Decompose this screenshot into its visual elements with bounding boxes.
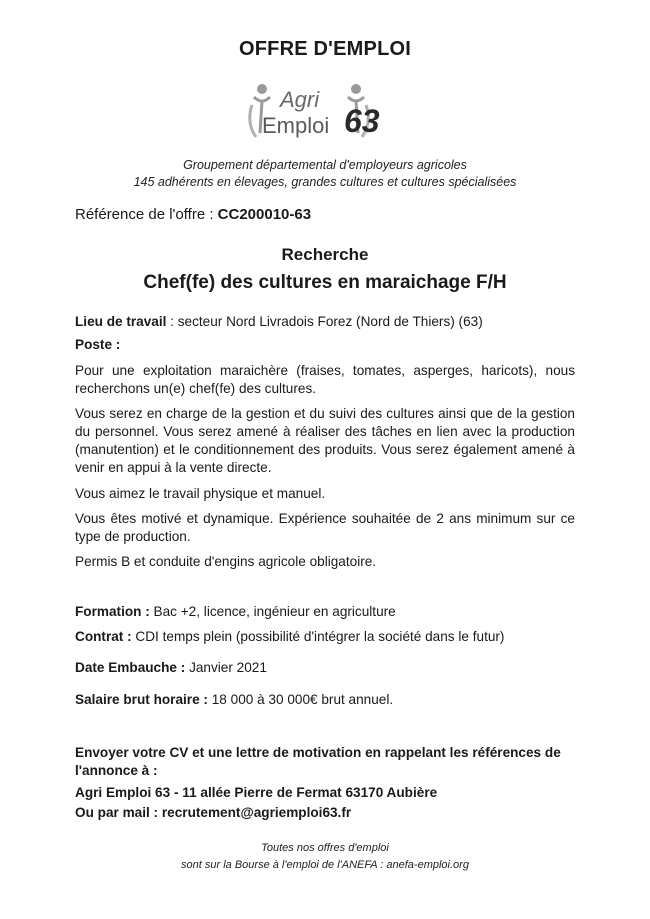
salaire-value: 18 000 à 30 000€ brut annuel. <box>207 692 394 707</box>
salaire-label: Salaire brut horaire : <box>75 692 208 707</box>
agri-emploi-logo <box>240 75 420 150</box>
contact-intro: Envoyer votre CV et une lettre de motivation en rappelant les références de l'annonce à : <box>75 745 561 778</box>
formation-line <box>75 603 575 621</box>
organization-line-1: Groupement départemental d'employeurs agricoles <box>183 158 467 172</box>
formation-value: Bac +2, licence, ingénieur en agriculture <box>149 604 396 619</box>
logo-word-emploi: Emploi <box>262 113 330 138</box>
organization-line-2: 145 adhérents en élevages, grandes cultures et cultures spécialisées <box>133 175 517 189</box>
mail-address-link[interactable]: recrutement@agriemploi63.fr <box>161 805 352 820</box>
poste-text-5: Permis B et conduite d'engins agricole obligatoire. <box>75 554 377 569</box>
logo-number: 63 <box>344 103 380 139</box>
poste-text-3: Vous aimez le travail physique et manuel. <box>75 486 326 501</box>
location-label: Lieu de travail <box>75 314 167 329</box>
footer-line-2: sont sur la Bourse à l'emploi de l'ANEFA : anefa-emploi.org <box>181 859 469 871</box>
poste-paragraph-5 <box>75 553 575 571</box>
reference-label: Référence de l'offre : <box>75 206 218 223</box>
contrat-label: Contrat : <box>75 629 132 644</box>
poste-paragraph-2 <box>75 405 575 477</box>
embauche-label: Date Embauche : <box>75 660 186 675</box>
heading-job-title: Chef(fe) des cultures en maraichage F/H <box>143 272 507 293</box>
embauche-line <box>75 659 575 677</box>
location-line <box>75 313 575 331</box>
poste-text-4: Vous êtes motivé et dynamique. Expérience souhaitée de 2 ans minimum sur ce type de production. <box>75 511 575 544</box>
footer-line-1: Toutes nos offres d'emploi <box>261 842 389 854</box>
contact-mail-line <box>75 804 580 822</box>
poste-paragraph-4 <box>75 510 575 546</box>
contrat-value: CDI temps plein (possibilité d'intégrer la société dans le futur) <box>131 629 505 644</box>
poste-paragraph-3 <box>75 485 575 503</box>
location-value: : secteur Nord Livradois Forez (Nord de Thiers) (63) <box>166 314 483 329</box>
poste-paragraph-1 <box>75 362 575 398</box>
poste-label <box>75 336 575 354</box>
salaire-line <box>75 691 575 709</box>
poste-text-1: Pour une exploitation maraichère (fraises, tomates, asperges, haricots), nous recherchons un(e) chef(fe) des cultures. <box>75 363 575 396</box>
embauche-value: Janvier 2021 <box>185 660 267 675</box>
poste-text-2: Vous serez en charge de la gestion et du suivi des cultures ainsi que de la gestion du personnel. Vous serez amené à réaliser des tâches en lien avec la production (manutention) et le conditionnement des produits. Vous serez également amené à venir en appui à la vente directe. <box>75 406 575 475</box>
contact-address: Agri Emploi 63 - 11 allée Pierre de Fermat 63170 Aubière <box>75 785 438 800</box>
formation-label: Formation : <box>75 604 150 619</box>
contrat-line <box>75 628 575 646</box>
page-title: OFFRE D'EMPLOI <box>239 38 411 60</box>
poste-label-text: Poste : <box>75 337 121 352</box>
mail-label: Ou par mail : <box>75 805 162 820</box>
logo-word-agri: Agri <box>280 87 320 112</box>
offer-reference <box>75 206 311 223</box>
reference-value: CC200010-63 <box>217 206 312 223</box>
heading-recherche: Recherche <box>281 245 369 264</box>
